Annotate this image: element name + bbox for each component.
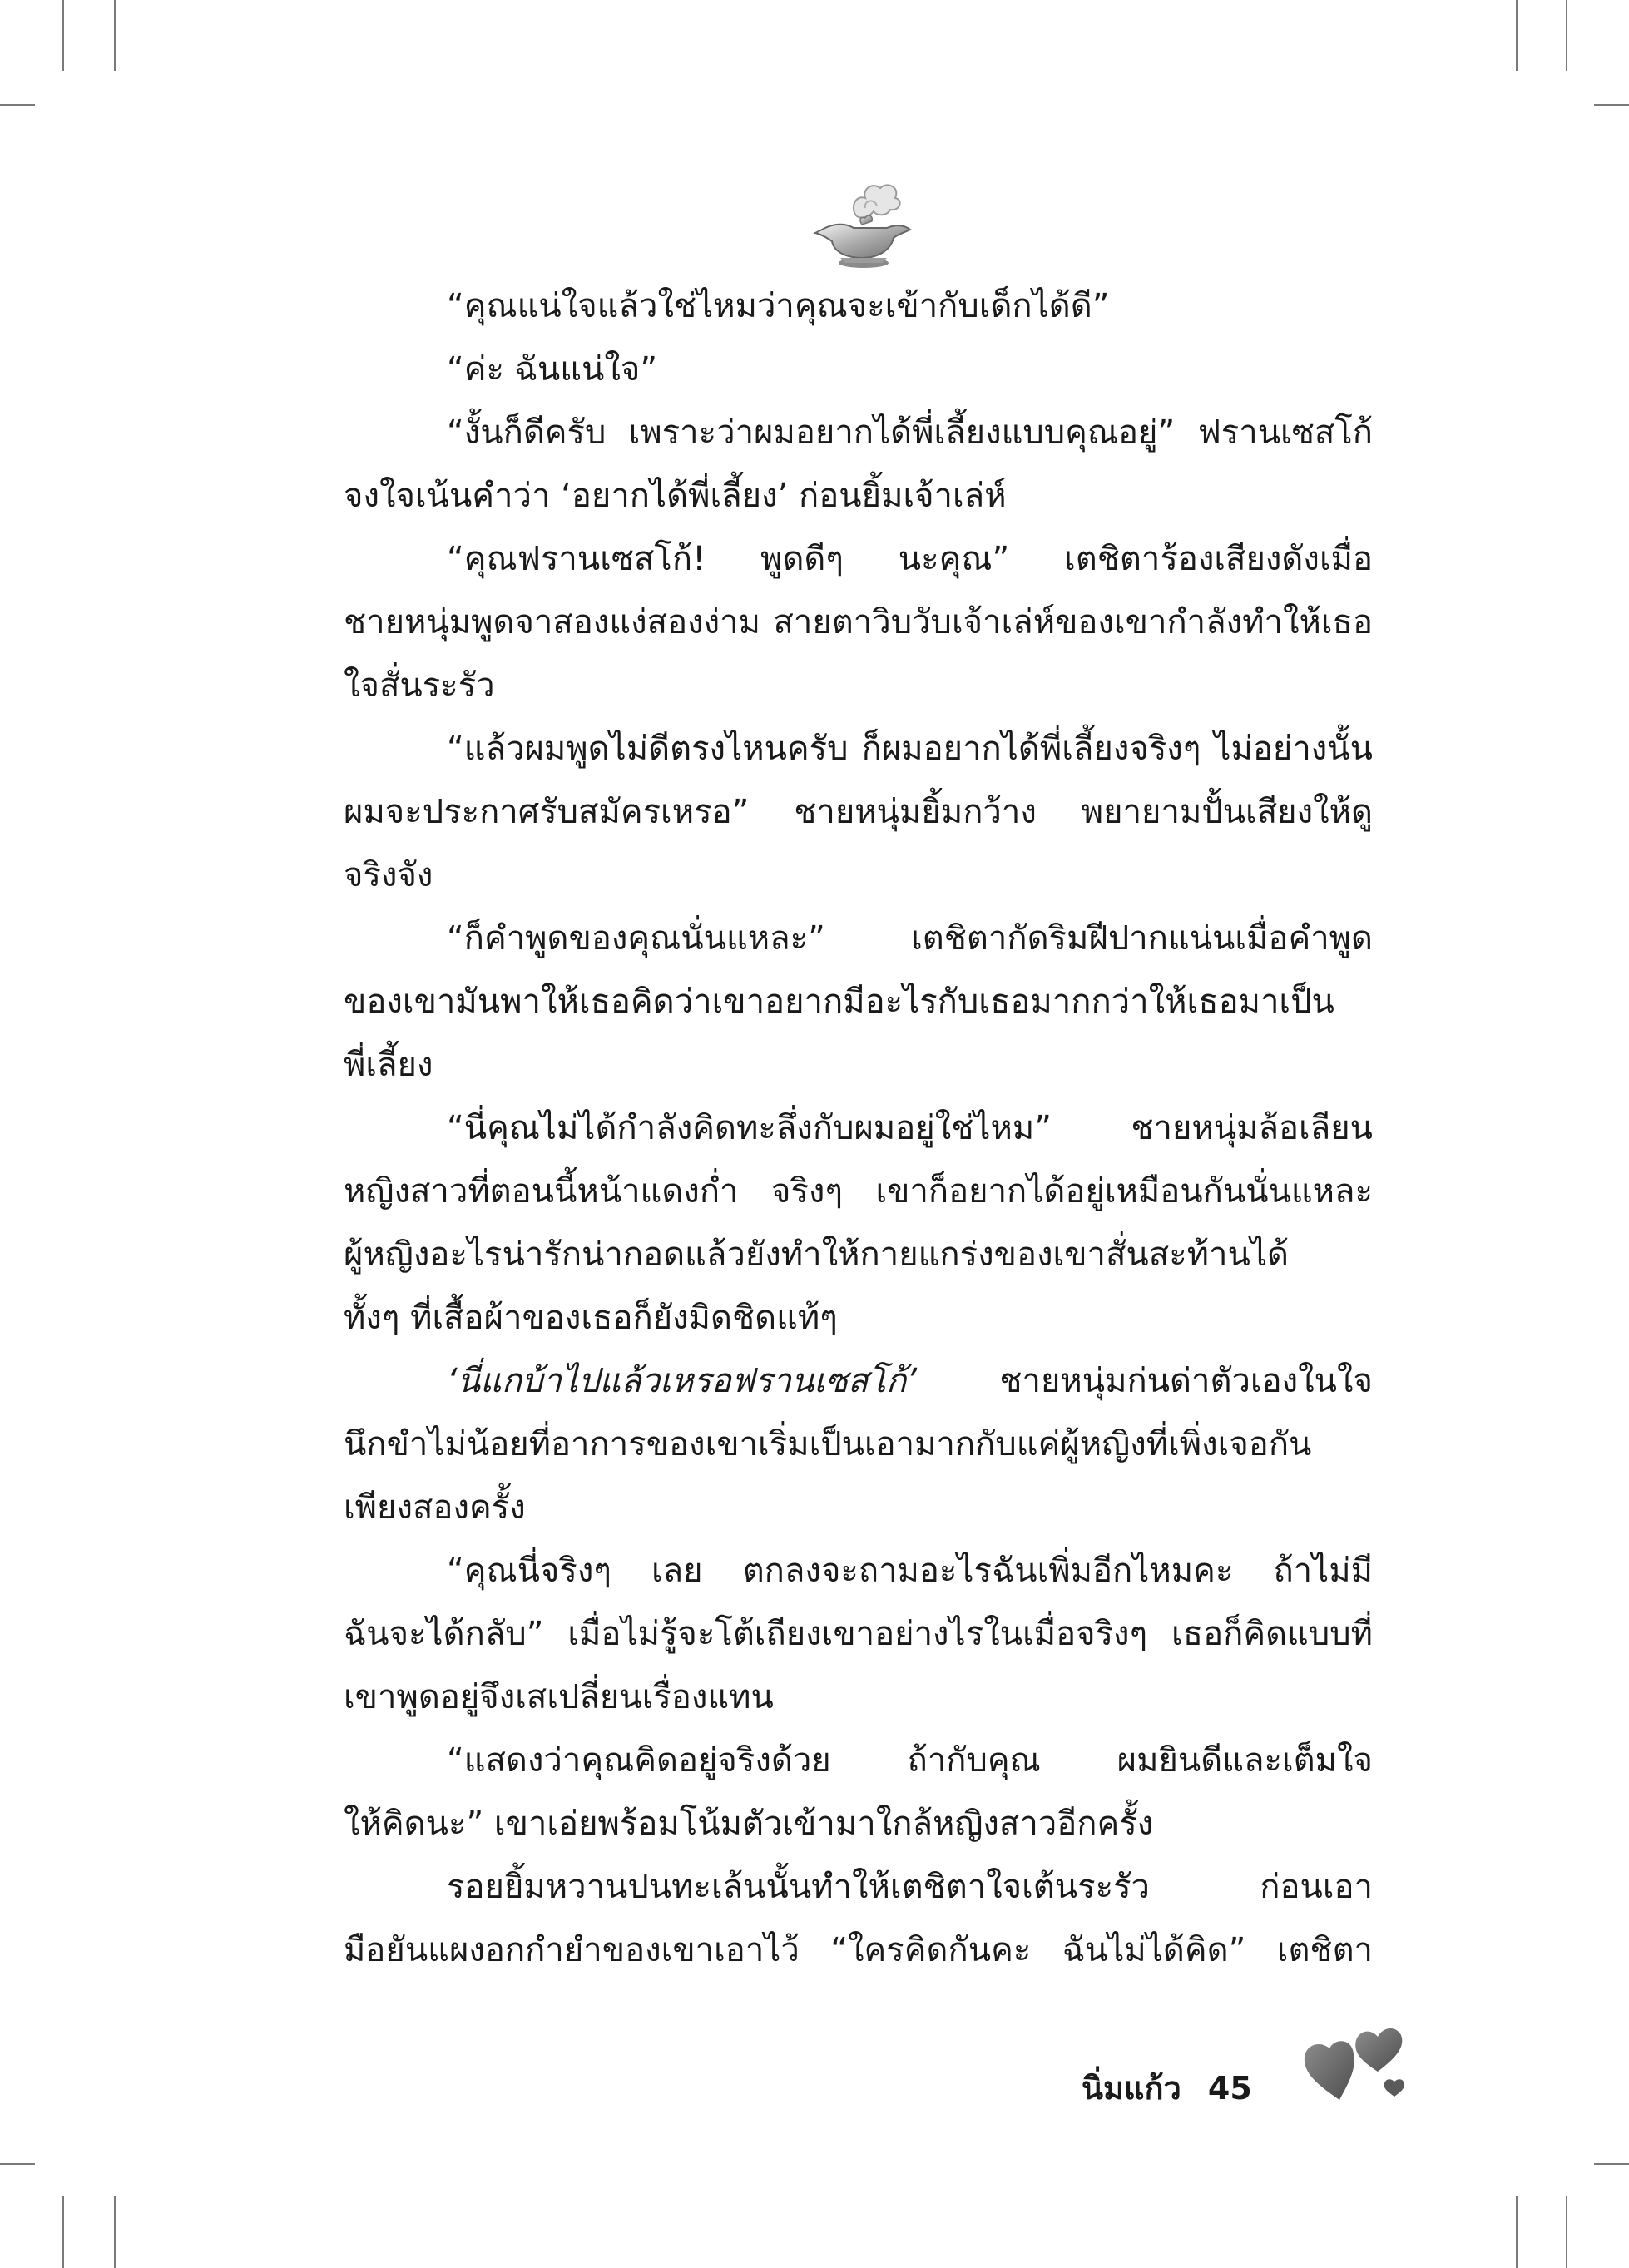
crop-mark-top-right-v2 [1566,0,1567,71]
text-line: “คุณแน่ใจแล้วใช่ไหมว่าคุณจะเข้ากับเด็กได้ดี” [447,287,1110,325]
crop-mark-top-left-v2 [114,0,116,71]
hearts-icon [1298,2013,1414,2105]
text-line: เพียงสองครั้ง [344,1488,526,1527]
text-line: นึกขำไม่น้อยที่อาการของเขาเริ่มเป็นเอามากกับแค่ผู้หญิงที่เพิ่งเจอกัน [344,1425,1312,1463]
text-line: รอยยิ้มหวานปนทะเล้นนั้นทำให้เตชิตาใจเต้นระรัว ก่อนเอา [447,1868,1373,1906]
text-line: “งั้นก็ดีครับ เพราะว่าผมอยากได้พี่เลี้ยงแบบคุณอยู่” ฟรานเซสโก้ [447,413,1373,452]
crop-mark-top-left-v1 [62,0,64,71]
text-line: “แล้วผมพูดไม่ดีตรงไหนครับ ก็ผมอยากได้พี่เลี้ยงจริงๆ ไม่อย่างนั้น [447,730,1373,768]
italic-thought: ‘นี่แกบ้าไปแล้วเหรอฟรานเซสโก้’ [447,1362,917,1400]
text-line: “ก็คำพูดของคุณนั่นแหละ” เตชิตากัดริมฝีปากแน่นเมื่อคำพูด [447,919,1373,958]
crop-mark-top-right-v1 [1516,0,1518,71]
crop-mark-bottom-right-h [1594,2163,1629,2165]
text-line: ให้คิดนะ” เขาเอ่ยพร้อมโน้มตัวเข้ามาใกล้หญิงสาวอีกครั้ง [344,1805,1154,1843]
text-line [344,1349,1373,1413]
text-span: ชายหนุ่มก่นด่าตัวเองในใจ [916,1362,1373,1400]
text-line: จงใจเน้นคำว่า ‘อยากได้พี่เลี้ยง’ ก่อนยิ้มเจ้าเล่ห์ [344,477,1007,515]
text-line: “นี่คุณไม่ได้กำลังคิดทะลึ่งกับผมอยู่ใช่ไหม” ชายหนุ่มล้อเลียน [447,1109,1373,1147]
body-text [344,275,1373,1982]
crop-mark-top-left-h [0,104,35,106]
text-line: “ค่ะ ฉันแน่ใจ” [447,350,658,389]
page-number: 45 [1207,2070,1252,2107]
author-name: นิ่มแก้ว [1082,2070,1181,2107]
text-line: ผมจะประกาศรับสมัครเหรอ” ชายหนุ่มยิ้มกว้าง พยายามปั้นเสียงให้ดู [344,793,1373,831]
text-line: “แสดงว่าคุณคิดอยู่จริงด้วย ถ้ากับคุณ ผมยินดีและเต็มใจ [447,1741,1373,1780]
crop-mark-bottom-left-v1 [62,2196,64,2268]
text-line: ชายหนุ่มพูดจาสองแง่สองง่าม สายตาวิบวับเจ้าเล่ห์ของเขากำลังทำให้เธอ [344,603,1373,641]
crop-mark-top-right-h [1594,104,1629,106]
text-line: มือยันแผงอกกำยำของเขาเอาไว้ “ใครคิดกันคะ ฉันไม่ได้คิด” เตชิตา [344,1931,1373,1969]
text-line: “คุณฟรานเซสโก้! พูดดีๆ นะคุณ” เตชิตาร้องเสียงดังเมื่อ [447,540,1373,578]
text-line: หญิงสาวที่ตอนนี้หน้าแดงก่ำ จริงๆ เขาก็อยากได้อยู่เหมือนกันนั่นแหละ [344,1172,1373,1211]
text-line: พี่เลี้ยง [344,1046,433,1084]
text-line: ใจสั่นระรัว [344,666,495,705]
text-line: “คุณนี่จริงๆ เลย ตกลงจะถามอะไรฉันเพิ่มอีกไหมคะ ถ้าไม่มี [447,1552,1373,1590]
text-line: ผู้หญิงอะไรน่ารักน่ากอดแล้วยังทำให้กายแกร่งของเขาสั่นสะท้านได้ [344,1236,1289,1274]
text-line: จริงจัง [344,856,433,894]
magic-lamp-icon [807,175,915,270]
page-footer [1082,2063,1252,2113]
crop-mark-bottom-right-v2 [1566,2196,1567,2268]
text-line: ฉันจะได้กลับ” เมื่อไม่รู้จะโต้เถียงเขาอย่างไรในเมื่อจริงๆ เธอก็คิดแบบที่ [344,1615,1373,1653]
crop-mark-bottom-right-v1 [1516,2196,1518,2268]
text-line: เขาพูดอยู่จึงเสเปลี่ยนเรื่องแทน [344,1678,774,1716]
text-line: ทั้งๆ ที่เสื้อผ้าของเธอก็ยังมิดชิดแท้ๆ [344,1299,838,1337]
crop-mark-bottom-left-h [0,2163,35,2165]
text-line: ของเขามันพาให้เธอคิดว่าเขาอยากมีอะไรกับเธอมากกว่าให้เธอมาเป็น [344,983,1334,1021]
crop-mark-bottom-left-v2 [114,2196,116,2268]
